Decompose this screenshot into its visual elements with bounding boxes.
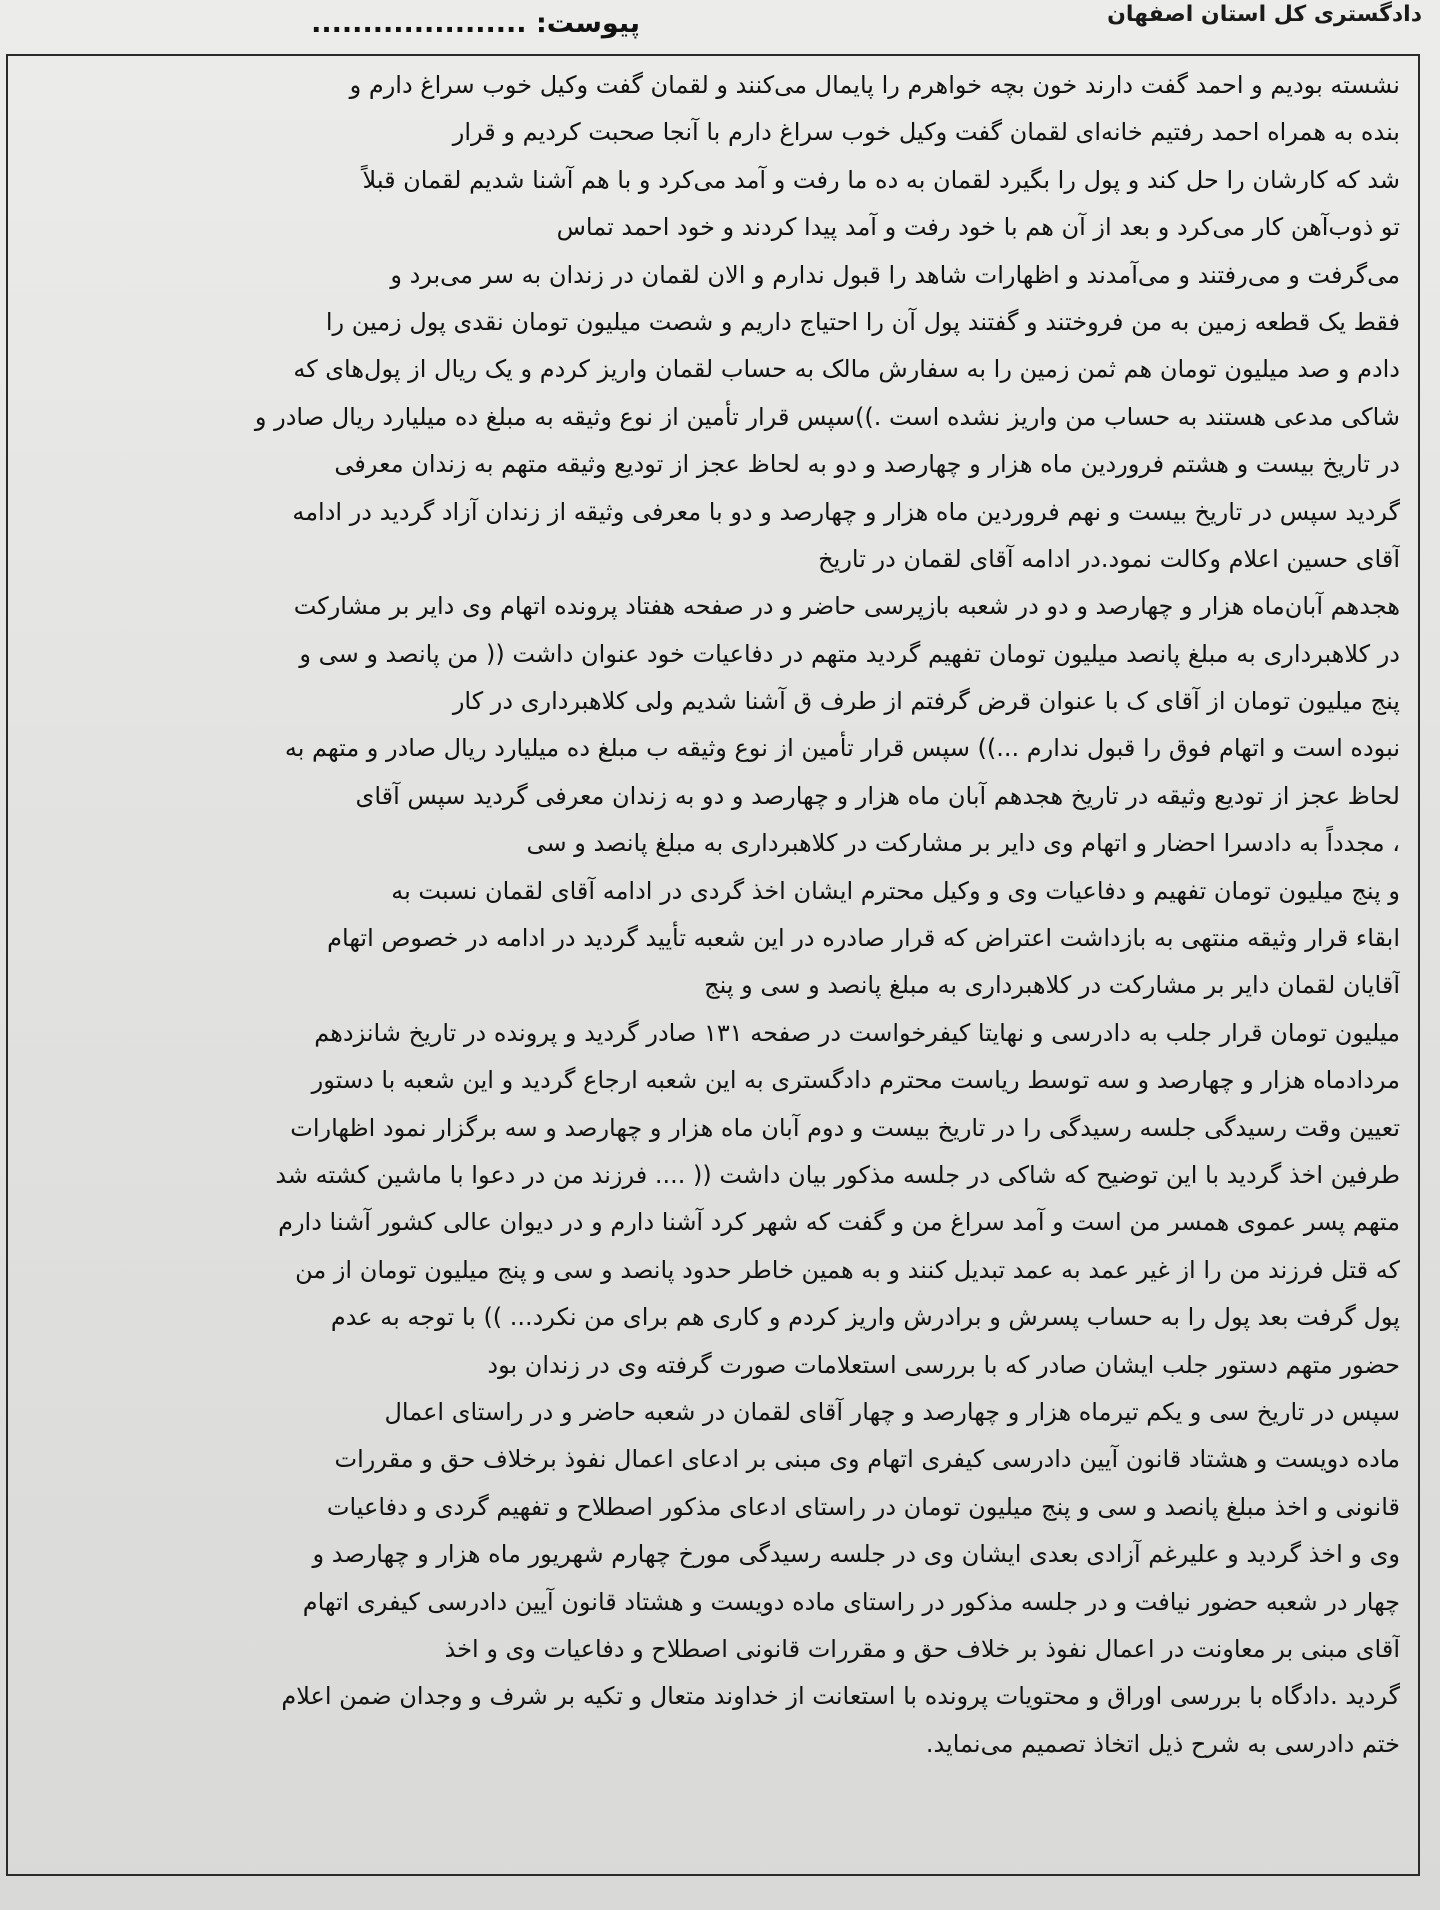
text-line: که قتل فرزند من را از غیر عمد به عمد تبدیل کنند و به همین خاطر حدود پانصد و سی و پنج میلیون تومان از من	[295, 1255, 1400, 1284]
document-header	[0, 0, 1440, 54]
text-line: بنده به همراه احمد رفتیم خانه‌ای لقمان گفت وکیل خوب سراغ دارم با آنجا صحبت کردیم و قرار	[452, 118, 1400, 147]
text-line: آقای مبنی بر معاونت در اعمال نفوذ بر خلاف حق و مقررات قانونی اصطلاح و دفاعیات وی و اخذ	[444, 1634, 1400, 1663]
text-line: ماده دویست و هشتاد قانون آیین دادرسی کیفری اتهام وی مبنی بر ادعای اعمال نفوذ برخلاف حق و مقررات	[334, 1445, 1400, 1474]
text-line: شد که کارشان را حل کند و پول را بگیرد لقمان به ده ما رفت و آمد می‌کرد و با هم آشنا شدیم لقمان قبلاً	[362, 165, 1400, 194]
text-line: آقایان لقمان دایر بر مشارکت در کلاهبرداری به مبلغ پانصد و سی و پنج	[704, 971, 1400, 1000]
text-line: تعیین وقت رسیدگی جلسه رسیدگی را در تاریخ بیست و دوم آبان ماه هزار و چهارصد و سه برگزار نمود اظهارات	[290, 1113, 1400, 1142]
text-line: لحاظ عجز از تودیع وثیقه در تاریخ هجدهم آبان ماه هزار و چهارصد و دو به زندان معرفی گردید سپس آقای	[355, 781, 1400, 810]
text-line: گردید .دادگاه با بررسی اوراق و محتویات پرونده با استعانت از خداوند متعال و تکیه بر شرف و وجدان ضمن اعلام	[281, 1682, 1400, 1711]
text-line: دادم و صد میلیون تومان هم ثمن زمین را به سفارش مالک به حساب لقمان واریز کردم و یک ریال از پول‌های که	[293, 355, 1400, 384]
text-line: چهار در شعبه حضور نیافت و در جلسه مذکور در راستای ماده دویست و هشتاد قانون آیین دادرسی کیفری اتهام	[302, 1587, 1400, 1616]
attachment-label: پیوست:	[535, 8, 640, 39]
text-line: آقای حسین اعلام وکالت نمود.در ادامه آقای لقمان در تاریخ	[818, 544, 1400, 573]
text-line: قانونی و اخذ مبلغ پانصد و سی و پنج میلیون تومان در راستای ادعای مذکور اصطلاح و تفهیم گردی و دفاعیات	[326, 1492, 1400, 1521]
text-line: پول گرفت بعد پول را به حساب پسرش و برادرش واریز کردم و کاری هم برای من نکرد... )) با توجه به عدم	[330, 1303, 1400, 1332]
text-line: سپس در تاریخ سی و یکم تیرماه هزار و چهارصد و چهار آقای لقمان در شعبه حاضر و در راستای اعمال	[384, 1397, 1400, 1426]
text-line: حضور متهم دستور جلب ایشان صادر که با بررسی استعلامات صورت گرفته وی در زندان بود	[487, 1350, 1400, 1379]
text-line: در کلاهبرداری به مبلغ پانصد میلیون تومان تفهیم گردید متهم در دفاعیات خود عنوان داشت (( من پانصد و سی و	[299, 639, 1400, 668]
text-line: ابقاء قرار وثیقه منتهی به بازداشت اعتراض که قرار صادره در این شعبه تأیید گردید در ادامه در خصوص اتهام	[327, 924, 1400, 953]
text-line: وی و اخذ گردید و علیرغم آزادی بعدی ایشان وی در جلسه رسیدگی مورخ چهارم شهریور ماه هزار و چهارصد و	[312, 1540, 1400, 1569]
text-line: فقط یک قطعه زمین به من فروختند و گفتند پول آن را احتیاج داریم و شصت میلیون تومان نقدی پول زمین را	[325, 307, 1400, 336]
text-line: گردید سپس در تاریخ بیست و نهم فروردین ماه هزار و چهارصد و دو با معرفی وثیقه از زندان آزاد گردید در ادامه	[292, 497, 1400, 526]
text-line: شاکی مدعی هستند به حساب من واریز نشده است .))سپس قرار تأمین از نوع وثیقه به مبلغ ده میلیارد ریال صادر و	[254, 402, 1400, 431]
text-line: مردادماه هزار و چهارصد و سه توسط ریاست محترم دادگستری به این شعبه ارجاع گردید و این شعبه با دستور	[311, 1066, 1400, 1095]
text-line: ، مجدداً به دادسرا احضار و اتهام وی دایر بر مشارکت در کلاهبرداری به مبلغ پانصد و سی	[526, 829, 1400, 858]
text-line: نبوده است و اتهام فوق را قبول ندارم ...)) سپس قرار تأمین از نوع وثیقه ب مبلغ ده میلیارد ریال صادر و متهم به	[284, 734, 1400, 763]
text-line: هجدهم آبان‌ماه هزار و چهارصد و دو در شعبه بازپرسی حاضر و در صفحه هفتاد پرونده اتهام وی دایر بر مشارکت	[293, 592, 1400, 621]
text-line: پنج میلیون تومان از آقای ک با عنوان قرض گرفتم از طرف ق آشنا شدیم ولی کلاهبرداری در کار	[452, 687, 1400, 716]
text-line: نشسته بودیم و احمد گفت دارند خون بچه خواهرم را پایمال می‌کنند و لقمان گفت وکیل خوب سراغ دارم و	[349, 71, 1400, 99]
text-line: طرفین اخذ گردید با این توضیح که شاکی در جلسه مذکور بیان داشت (( .... فرزند من در دعوا با ماشین کشته شد	[275, 1160, 1400, 1189]
text-line: متهم پسر عموی همسر من است و آمد سراغ من و گفت که شهر کرد آشنا دارم و در دیوان عالی کشور آشنا دارم	[278, 1208, 1400, 1237]
text-line: در تاریخ بیست و هشتم فروردین ماه هزار و چهارصد و دو به لحاظ عجز از تودیع وثیقه متهم به زندان معرفی	[334, 450, 1400, 479]
text-line: میلیون تومان قرار جلب به دادرسی و نهایتا کیفرخواست در صفحه ۱۳۱ صادر گردید و پرونده در تاریخ شانزدهم	[314, 1018, 1400, 1047]
text-line: ختم دادرسی به شرح ذیل اتخاذ تصمیم می‌نماید.	[925, 1729, 1400, 1758]
attachment-dots: .....................	[311, 8, 527, 39]
text-line: و پنج میلیون تومان تفهیم و دفاعیات وی و وکیل محترم ایشان اخذ گردی در ادامه آقای لقمان نسبت به	[391, 876, 1400, 905]
attachment-field	[311, 8, 640, 39]
text-line: تو ذوب‌آهن کار می‌کرد و بعد از آن هم با خود رفت و آمد پیدا کردند و خود احمد تماس	[556, 213, 1400, 242]
court-name: دادگستری کل استان اصفهان	[1107, 2, 1422, 27]
text-line: می‌گرفت و می‌رفتند و می‌آمدند و اظهارات شاهد را قبول ندارم و الان لقمان در زندان به سر می‌برد و	[390, 260, 1400, 289]
document-body	[24, 62, 1400, 1872]
